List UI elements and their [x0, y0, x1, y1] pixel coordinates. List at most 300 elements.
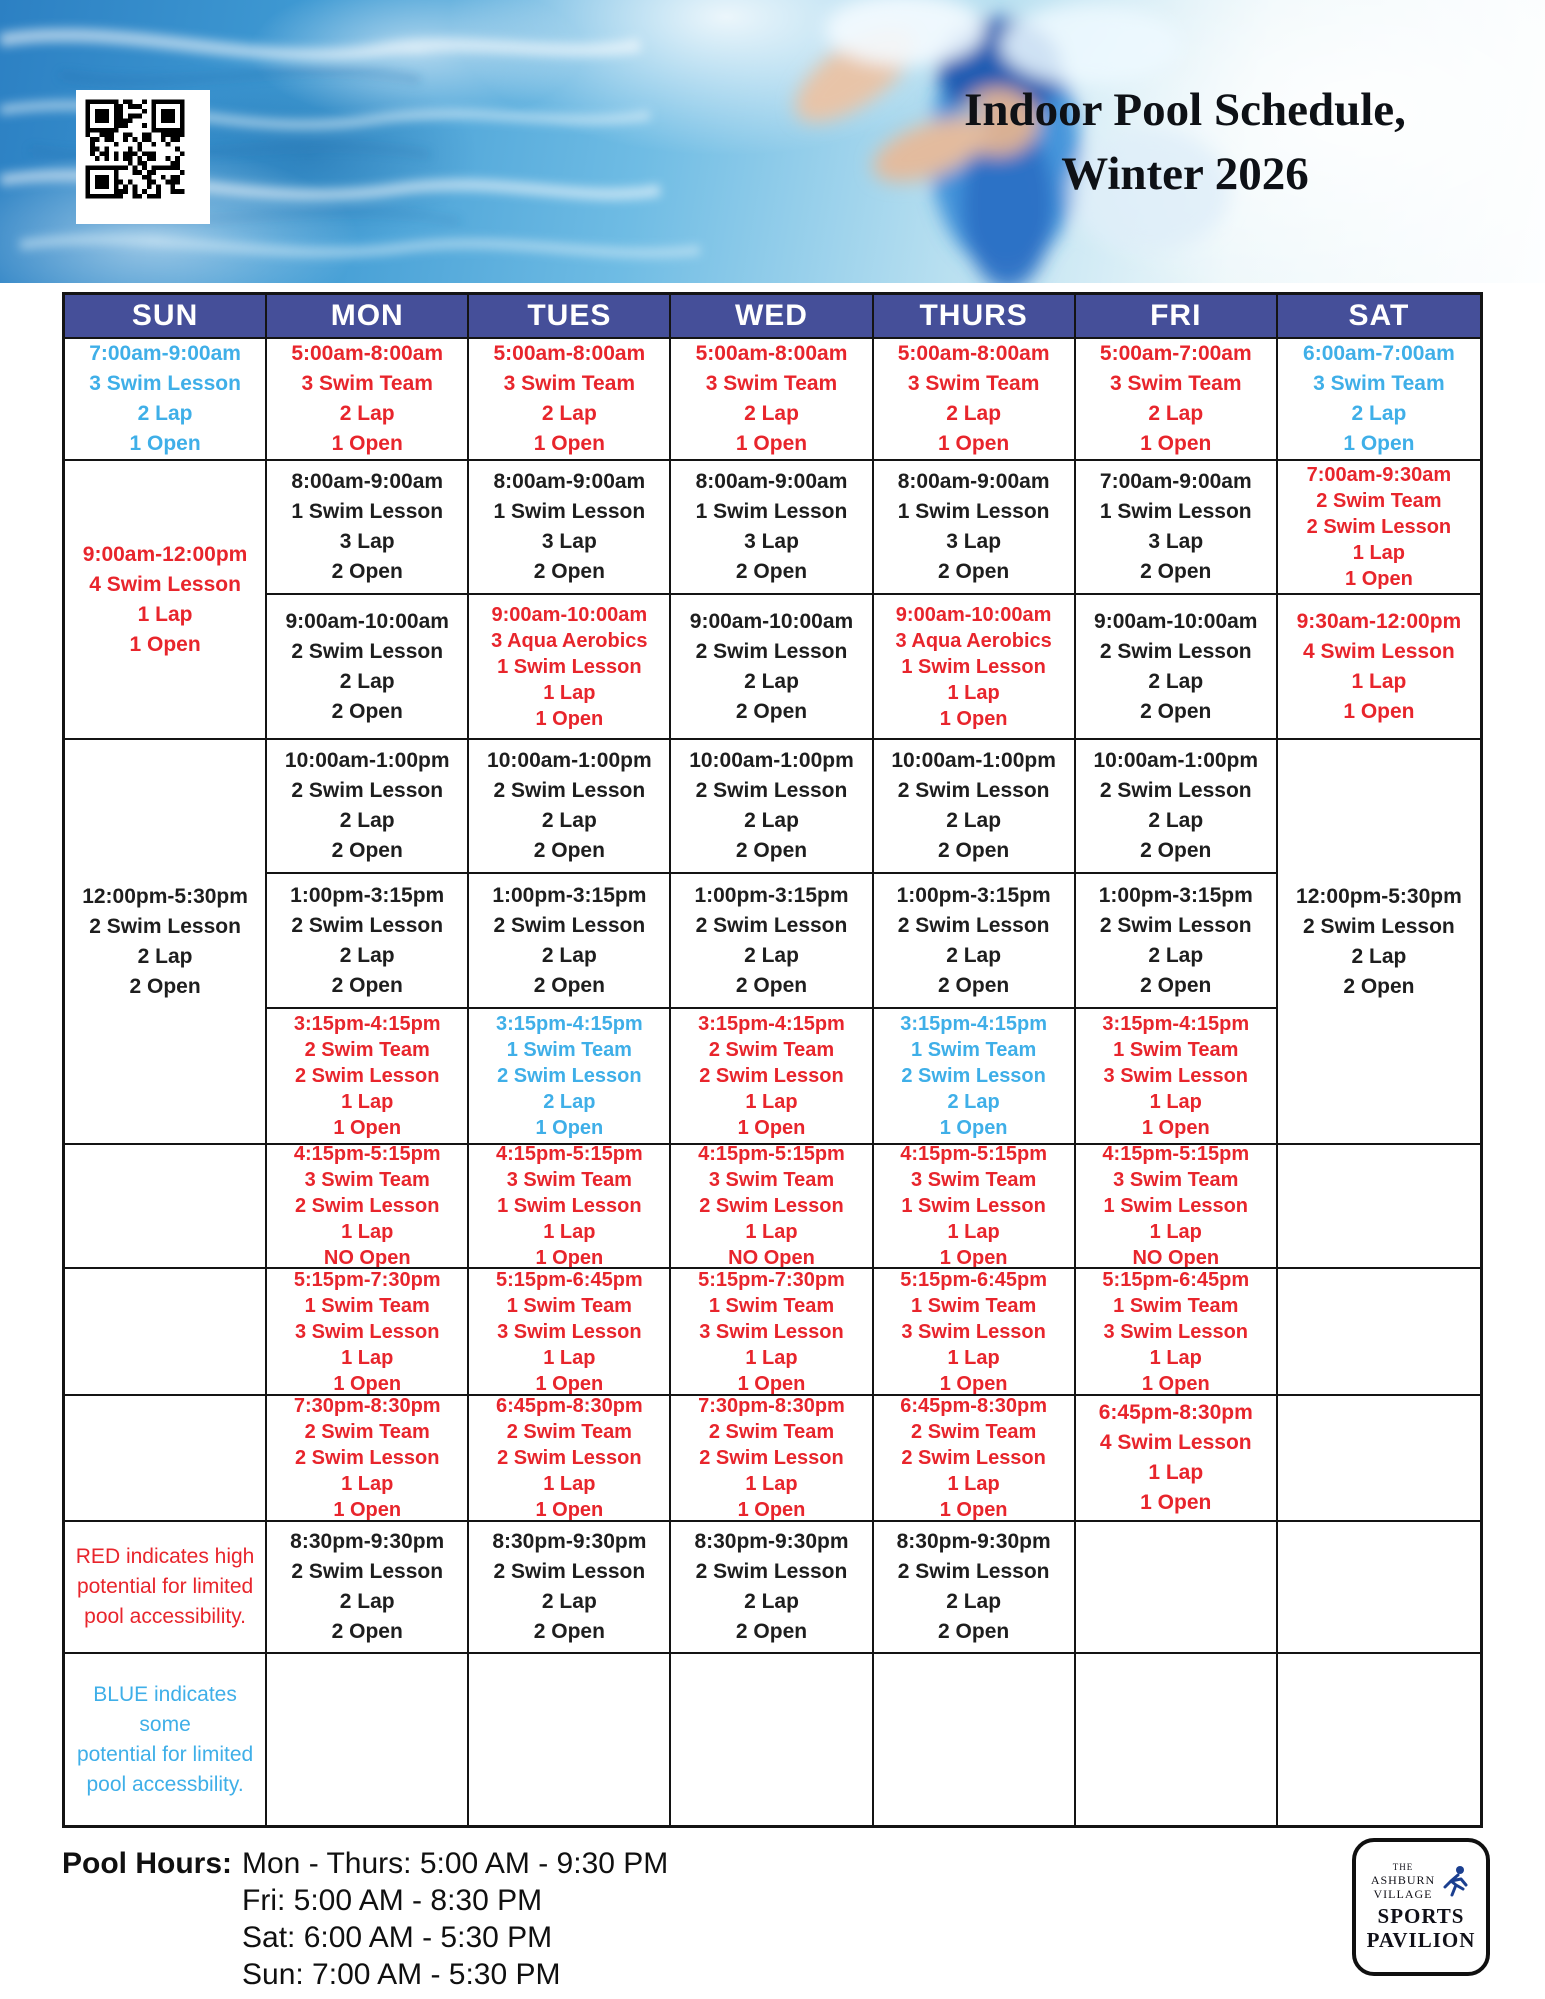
- schedule-cell: [671, 1145, 873, 1269]
- schedule-cell: [671, 740, 873, 874]
- schedule-cell: [874, 1654, 1076, 1825]
- cell-line: 2 Swim Lesson: [493, 913, 646, 937]
- logo-sports: SPORTS: [1377, 1904, 1465, 1928]
- cell-line: 1 Open: [1140, 432, 1212, 455]
- cell-line: 3 Swim Team: [1113, 1169, 1239, 1191]
- cell-line: 1 Open: [1343, 699, 1415, 723]
- schedule-cell: [469, 1009, 671, 1145]
- cell-line: 4:15pm-5:15pm: [698, 1145, 845, 1165]
- legend-cell: [65, 1654, 267, 1825]
- cell-line: 2 Open: [331, 699, 403, 723]
- cell-line: 3 Swim Lesson: [497, 1320, 642, 1343]
- schedule-cell: [267, 1522, 469, 1654]
- cell-line: 2 Swim Lesson: [897, 779, 1050, 802]
- schedule-cell: [874, 740, 1076, 874]
- cell-line: 1 Open: [938, 432, 1010, 455]
- cell-line: 5:00am-8:00am: [291, 342, 444, 365]
- cell-line: 8:00am-9:00am: [695, 470, 848, 493]
- cell-line: 6:45pm-8:30pm: [495, 1396, 643, 1417]
- schedule-cell: [1278, 1654, 1480, 1825]
- cell-line: 2 Lap: [744, 402, 799, 425]
- day-header-wed: WED: [671, 295, 873, 339]
- cell-line: 2 Open: [331, 560, 403, 583]
- cell-line: 1 Lap: [543, 1221, 596, 1243]
- cell-line: 3 Lap: [1148, 530, 1204, 553]
- cell-line: 2 Swim Lesson: [291, 779, 444, 802]
- schedule-cell: [1278, 1145, 1480, 1269]
- cell-line: 1 Open: [939, 1247, 1008, 1269]
- cell-line: 3 Lap: [339, 530, 395, 553]
- cell-line: 1 Open: [1140, 1491, 1212, 1514]
- cell-line: 6:45pm-8:30pm: [1098, 1401, 1253, 1424]
- cell-line: 2 Lap: [541, 402, 597, 425]
- cell-line: 1 Swim Lesson: [1099, 500, 1252, 523]
- cell-line: 8:30pm-9:30pm: [290, 1530, 445, 1553]
- cell-line: 1 Swim Team: [1113, 1039, 1239, 1061]
- cell-line: 3:15pm-4:15pm: [698, 1013, 845, 1035]
- cell-line: 3 Swim Team: [907, 372, 1040, 395]
- cell-line: 5:00am-8:00am: [695, 342, 848, 365]
- cell-line: 2 Open: [331, 839, 403, 862]
- schedule-cell: [1278, 1522, 1480, 1654]
- legend-cell: [65, 1522, 267, 1654]
- cell-line: 2 Swim Lesson: [294, 1195, 440, 1217]
- cell-line: potential for limited: [76, 1742, 254, 1766]
- cell-line: 2 Swim Lesson: [901, 1447, 1046, 1469]
- pool-hours-lines: [242, 1845, 668, 1993]
- schedule-cell: [874, 1522, 1076, 1654]
- cell-line: 2 Lap: [541, 1590, 597, 1613]
- schedule-cell: [469, 461, 671, 595]
- cell-line: NO Open: [728, 1247, 815, 1269]
- cell-line: 1 Swim Lesson: [497, 655, 642, 678]
- cell-line: 5:15pm-6:45pm: [495, 1269, 643, 1291]
- cell-line: 2 Swim Lesson: [695, 1560, 848, 1583]
- cell-line: 1 Open: [1343, 432, 1415, 455]
- cell-line: 3 Swim Team: [911, 1169, 1037, 1191]
- cell-line: potential for limited: [76, 1575, 254, 1598]
- cell-line: 1 Open: [939, 707, 1008, 730]
- schedule-cell: [469, 1269, 671, 1396]
- cell-line: 2 Swim Lesson: [294, 1447, 440, 1469]
- cell-line: 2 Lap: [541, 943, 597, 967]
- cell-line: 1 Lap: [947, 1221, 1000, 1243]
- schedule-cell: [671, 461, 873, 595]
- cell-line: 1 Swim Lesson: [291, 500, 444, 523]
- cell-line: 8:30pm-9:30pm: [492, 1530, 647, 1553]
- logo-pavilion: PAVILION: [1366, 1928, 1476, 1952]
- cell-line: 1 Open: [129, 632, 201, 656]
- cell-line: 7:00am-9:00am: [89, 342, 241, 365]
- title-line-1: Indoor Pool Schedule,: [964, 84, 1406, 136]
- cell-line: 2 Lap: [744, 943, 799, 967]
- cell-line: 2 Lap: [339, 1590, 395, 1613]
- cell-line: 2 Swim Lesson: [699, 1065, 844, 1087]
- cell-line: 3 Swim Team: [304, 1169, 430, 1191]
- qr-code-pattern: [76, 90, 194, 208]
- pool-hours-line: Fri: 5:00 AM - 8:30 PM: [242, 1884, 543, 1917]
- schedule-cell: [267, 1396, 469, 1522]
- cell-line: 2 Lap: [339, 669, 395, 693]
- cell-line: 2 Lap: [946, 1590, 1002, 1613]
- cell-line: 2 Swim Lesson: [493, 779, 646, 802]
- schedule-cell: [874, 1145, 1076, 1269]
- cell-line: 10:00am-1:00pm: [487, 749, 652, 772]
- cell-line: 4:15pm-5:15pm: [495, 1145, 643, 1165]
- pool-hours-line: Mon - Thurs: 5:00 AM - 9:30 PM: [242, 1847, 669, 1880]
- cell-line: 5:00am-7:00am: [1099, 342, 1252, 365]
- cell-line: 5:00am-8:00am: [493, 342, 646, 365]
- cell-line: NO Open: [1132, 1247, 1220, 1269]
- cell-line: 5:00am-8:00am: [897, 342, 1050, 365]
- schedule-cell: [267, 1145, 469, 1269]
- schedule-cell: [267, 595, 469, 740]
- cell-line: 5:15pm-7:30pm: [698, 1269, 845, 1291]
- cell-line: 7:00am-9:30am: [1306, 464, 1452, 486]
- cell-line: 3 Swim Team: [301, 372, 433, 395]
- schedule-cell: [1278, 461, 1480, 595]
- cell-line: pool accessibility.: [84, 1605, 246, 1628]
- cell-line: 9:00am-10:00am: [491, 603, 648, 626]
- cell-line: 1 Lap: [745, 1346, 798, 1369]
- schedule-cell: [65, 461, 267, 740]
- cell-line: 2 Lap: [339, 809, 395, 832]
- cell-line: 2 Open: [1140, 839, 1212, 862]
- cell-line: 2 Open: [1140, 699, 1212, 723]
- cell-line: 2 Lap: [543, 1091, 596, 1113]
- cell-line: 8:30pm-9:30pm: [694, 1530, 849, 1553]
- day-header-sat: SAT: [1278, 295, 1480, 339]
- cell-line: 2 Swim Lesson: [294, 1065, 440, 1087]
- schedule-cell: [874, 339, 1076, 461]
- cell-line: 2 Lap: [946, 943, 1002, 967]
- schedule-cell: [1076, 1396, 1278, 1522]
- cell-line: 1 Lap: [137, 602, 193, 626]
- cell-line: 1 Swim Team: [506, 1294, 632, 1317]
- cell-line: 2 Lap: [744, 669, 799, 693]
- cell-line: 2 Swim Lesson: [291, 1560, 444, 1583]
- cell-line: 1 Open: [129, 432, 201, 455]
- title-line-2: Winter 2026: [1061, 148, 1309, 200]
- cell-line: 2 Open: [735, 839, 808, 862]
- cell-line: 1 Lap: [947, 1473, 1000, 1495]
- cell-line: 5:15pm-6:45pm: [900, 1269, 1047, 1291]
- cell-line: 9:00am-10:00am: [895, 603, 1052, 626]
- schedule-cell: [671, 1269, 873, 1396]
- schedule-cell: [874, 874, 1076, 1009]
- cell-line: 3 Swim Lesson: [89, 372, 241, 395]
- cell-line: 1 Open: [1141, 1372, 1210, 1395]
- cell-line: 2 Open: [938, 839, 1010, 862]
- cell-line: 4:15pm-5:15pm: [1102, 1145, 1250, 1165]
- pool-hours-line: Sat: 6:00 AM - 5:30 PM: [242, 1921, 553, 1954]
- cell-line: 2 Lap: [744, 809, 799, 832]
- cell-line: 2 Lap: [339, 943, 395, 967]
- cell-line: 2 Lap: [744, 1590, 799, 1613]
- cell-line: 2 Open: [938, 560, 1010, 583]
- schedule-cell: [267, 740, 469, 874]
- cell-line: 1 Swim Lesson: [901, 1195, 1046, 1217]
- cell-line: 2 Lap: [1351, 402, 1407, 425]
- cell-line: 2 Swim Lesson: [1303, 914, 1455, 938]
- cell-line: 1 Swim Team: [911, 1294, 1037, 1317]
- day-header-sun: SUN: [65, 295, 267, 339]
- schedule-cell: [267, 874, 469, 1009]
- cell-line: 1 Lap: [1351, 669, 1407, 693]
- cell-line: 10:00am-1:00pm: [689, 749, 854, 772]
- cell-line: 1 Open: [331, 432, 403, 455]
- cell-line: 2 Open: [1140, 973, 1212, 997]
- cell-line: 1 Lap: [745, 1221, 798, 1243]
- cell-line: pool accessbility.: [86, 1772, 244, 1796]
- cell-line: 1 Lap: [745, 1091, 798, 1113]
- cell-line: 2 Open: [735, 560, 808, 583]
- cell-line: 3 Aqua Aerobics: [491, 629, 648, 652]
- logo-ashburn: ASHBURN: [1370, 1873, 1436, 1887]
- cell-line: 3 Swim Team: [506, 1169, 632, 1191]
- cell-line: 1:00pm-3:15pm: [290, 883, 445, 907]
- schedule-cell: [469, 1654, 671, 1825]
- cell-line: 3:15pm-4:15pm: [495, 1013, 643, 1035]
- cell-line: 2 Open: [1343, 974, 1415, 998]
- schedule-cell: [469, 1145, 671, 1269]
- schedule-cell: [65, 1269, 267, 1396]
- cell-line: RED indicates high: [75, 1545, 255, 1568]
- schedule-cell: [671, 595, 873, 740]
- cell-line: 1 Swim Team: [708, 1294, 835, 1317]
- schedule-cell: [671, 1522, 873, 1654]
- cell-line: 1 Lap: [1148, 1461, 1204, 1484]
- cell-line: 3 Swim Team: [708, 1169, 835, 1191]
- schedule-cell: [1076, 461, 1278, 595]
- cell-line: 2 Swim Lesson: [1306, 516, 1452, 538]
- cell-line: 3:15pm-4:15pm: [900, 1013, 1047, 1035]
- cell-line: 1 Swim Team: [911, 1039, 1037, 1061]
- cell-line: 1 Lap: [341, 1346, 394, 1369]
- schedule-cell: [874, 1396, 1076, 1522]
- schedule-cell: [1076, 339, 1278, 461]
- cell-line: 4 Swim Lesson: [89, 572, 241, 596]
- qr-code: [76, 90, 210, 224]
- cell-line: 2 Lap: [137, 402, 193, 425]
- schedule-cell: [65, 1145, 267, 1269]
- cell-line: 2 Open: [533, 973, 605, 997]
- cell-line: 1 Open: [1141, 1117, 1210, 1139]
- cell-line: 3 Swim Lesson: [1103, 1320, 1249, 1343]
- cell-line: 1 Swim Team: [1113, 1294, 1239, 1317]
- cell-line: 2 Lap: [1148, 669, 1204, 693]
- cell-line: 1 Open: [737, 1117, 806, 1139]
- cell-line: 1 Lap: [341, 1091, 394, 1113]
- cell-line: 9:00am-10:00am: [1094, 609, 1258, 633]
- cell-line: 1 Open: [535, 1499, 604, 1521]
- cell-line: 3 Swim Lesson: [699, 1320, 844, 1343]
- day-header-fri: FRI: [1076, 295, 1278, 339]
- cell-line: 2 Swim Team: [911, 1421, 1037, 1443]
- cell-line: 3 Swim Team: [705, 372, 838, 395]
- cell-line: 2 Lap: [541, 809, 597, 832]
- schedule-cell: [1076, 1654, 1278, 1825]
- cell-line: 2 Lap: [339, 402, 395, 425]
- cell-line: 2 Swim Team: [1316, 490, 1442, 512]
- schedule-cell: [1076, 595, 1278, 740]
- cell-line: 1 Swim Team: [506, 1039, 632, 1061]
- cell-line: 2 Swim Lesson: [497, 1447, 642, 1469]
- cell-line: 9:30am-12:00pm: [1296, 609, 1462, 633]
- runner-icon: [1441, 1865, 1471, 1899]
- cell-line: 2 Lap: [1148, 402, 1204, 425]
- cell-line: 2 Swim Lesson: [1099, 779, 1252, 802]
- schedule-cell: [1278, 1396, 1480, 1522]
- schedule-cell: [1076, 1269, 1278, 1396]
- cell-line: 9:00am-12:00pm: [82, 542, 248, 566]
- cell-line: 3 Swim Lesson: [1103, 1065, 1249, 1087]
- cell-line: 7:30pm-8:30pm: [293, 1396, 441, 1417]
- cell-line: 3:15pm-4:15pm: [293, 1013, 441, 1035]
- cell-line: 1 Swim Lesson: [497, 1195, 642, 1217]
- schedule-cell: [65, 339, 267, 461]
- cell-line: 2 Swim Lesson: [901, 1065, 1046, 1087]
- schedule-cell: [267, 1009, 469, 1145]
- cell-line: 2 Swim Lesson: [897, 1560, 1050, 1583]
- cell-line: 1 Open: [333, 1499, 402, 1521]
- cell-line: 4 Swim Lesson: [1303, 639, 1455, 663]
- cell-line: 3 Swim Team: [1110, 372, 1242, 395]
- pool-hours: [62, 1845, 668, 1993]
- cell-line: 1 Swim Lesson: [897, 500, 1050, 523]
- day-header-mon: MON: [267, 295, 469, 339]
- cell-line: 1 Open: [535, 1247, 604, 1269]
- schedule-cell: [267, 339, 469, 461]
- schedule-cell: [671, 1009, 873, 1145]
- cell-line: 9:00am-10:00am: [689, 609, 854, 633]
- cell-line: 2 Lap: [1351, 944, 1407, 968]
- schedule-cell: [469, 595, 671, 740]
- cell-line: 1 Lap: [1149, 1346, 1202, 1369]
- cell-line: 2 Swim Lesson: [497, 1065, 642, 1087]
- cell-line: 1 Lap: [947, 1346, 1000, 1369]
- cell-line: 2 Open: [331, 973, 403, 997]
- cell-line: 1 Open: [737, 1499, 806, 1521]
- cell-line: 2 Swim Lesson: [695, 913, 848, 937]
- cell-line: 2 Swim Lesson: [695, 639, 848, 663]
- cell-line: 1 Open: [735, 432, 808, 455]
- schedule-cell: [1278, 339, 1480, 461]
- cell-line: 3:15pm-4:15pm: [1102, 1013, 1250, 1035]
- schedule-cell: [1076, 740, 1278, 874]
- cell-line: NO Open: [323, 1247, 411, 1269]
- schedule-cell: [874, 595, 1076, 740]
- cell-line: 2 Lap: [946, 809, 1002, 832]
- cell-line: 3 Aqua Aerobics: [895, 629, 1052, 652]
- schedule-cell: [469, 874, 671, 1009]
- cell-line: 1 Open: [535, 1117, 604, 1139]
- schedule-cell: [469, 1522, 671, 1654]
- cell-line: 2 Open: [1140, 560, 1212, 583]
- cell-line: 1 Lap: [1352, 542, 1406, 564]
- cell-line: 1 Open: [1345, 568, 1413, 590]
- cell-line: 1 Lap: [543, 1473, 596, 1495]
- cell-line: 2 Swim Lesson: [695, 779, 848, 802]
- cell-line: 1 Open: [333, 1117, 402, 1139]
- pool-hours-label: Pool Hours:: [62, 1847, 232, 1880]
- cell-line: 10:00am-1:00pm: [284, 749, 450, 772]
- cell-line: 10:00am-1:00pm: [891, 749, 1056, 772]
- schedule-cell: [267, 1654, 469, 1825]
- cell-line: 5:15pm-7:30pm: [293, 1269, 441, 1291]
- cell-line: 1:00pm-3:15pm: [492, 883, 647, 907]
- cell-line: 1 Lap: [1149, 1221, 1202, 1243]
- schedule-cell: [1278, 740, 1480, 1145]
- cell-line: 2 Swim Lesson: [291, 913, 444, 937]
- cell-line: 1:00pm-3:15pm: [1098, 883, 1253, 907]
- cell-line: 2 Open: [533, 560, 605, 583]
- cell-line: 2 Open: [735, 973, 808, 997]
- cell-line: 2 Swim Team: [708, 1421, 835, 1443]
- logo-the: THE: [1392, 1862, 1414, 1872]
- schedule-cell: [1076, 1009, 1278, 1145]
- schedule-cell: [671, 1654, 873, 1825]
- cell-line: 3 Swim Lesson: [901, 1320, 1046, 1343]
- pool-hours-line: Sun: 7:00 AM - 5:30 PM: [242, 1958, 561, 1991]
- cell-line: 1 Open: [535, 1372, 604, 1395]
- cell-line: 6:45pm-8:30pm: [900, 1396, 1047, 1417]
- cell-line: 1 Lap: [947, 681, 1000, 704]
- cell-line: 4:15pm-5:15pm: [900, 1145, 1047, 1165]
- cell-line: 2 Open: [331, 1620, 403, 1643]
- logo-village: VILLAGE: [1373, 1887, 1433, 1901]
- cell-line: 2 Swim Lesson: [493, 1560, 646, 1583]
- cell-line: 2 Open: [938, 1620, 1010, 1643]
- cell-line: 2 Lap: [1148, 809, 1204, 832]
- cell-line: 9:00am-10:00am: [285, 609, 449, 633]
- schedule-cell: [1076, 874, 1278, 1009]
- sports-pavilion-logo: [1352, 1838, 1490, 1976]
- schedule-cell: [671, 874, 873, 1009]
- cell-line: 1 Swim Lesson: [901, 655, 1046, 678]
- cell-line: 1 Open: [533, 432, 605, 455]
- schedule-cell: [1076, 1522, 1278, 1654]
- cell-line: 1 Open: [535, 707, 604, 730]
- cell-line: 1 Lap: [1149, 1091, 1202, 1113]
- cell-line: 1 Swim Lesson: [493, 500, 646, 523]
- schedule-cell: [874, 1009, 1076, 1145]
- cell-line: BLUE indicates some: [93, 1682, 237, 1736]
- cell-line: 3 Lap: [946, 530, 1002, 553]
- cell-line: 3 Swim Team: [503, 372, 636, 395]
- schedule-cell: [671, 1396, 873, 1522]
- cell-line: 2 Open: [533, 839, 605, 862]
- cell-line: 2 Swim Lesson: [89, 914, 241, 938]
- cell-line: 2 Lap: [946, 402, 1002, 425]
- cell-line: 1 Open: [737, 1372, 806, 1395]
- schedule-cell: [469, 1396, 671, 1522]
- cell-line: 5:15pm-6:45pm: [1102, 1269, 1250, 1291]
- schedule-table: [62, 292, 1483, 1828]
- cell-line: 1:00pm-3:15pm: [896, 883, 1051, 907]
- cell-line: 3 Swim Team: [1313, 372, 1445, 395]
- cell-line: 8:00am-9:00am: [493, 470, 646, 493]
- cell-line: 3 Lap: [744, 530, 799, 553]
- schedule-cell: [267, 461, 469, 595]
- cell-line: 8:00am-9:00am: [291, 470, 444, 493]
- cell-line: 1 Swim Lesson: [1103, 1195, 1249, 1217]
- pool-photo-banner: [0, 0, 1545, 283]
- schedule-cell: [874, 1269, 1076, 1396]
- cell-line: 2 Open: [533, 1620, 605, 1643]
- cell-line: 2 Swim Lesson: [1099, 913, 1252, 937]
- cell-line: 1 Swim Lesson: [695, 500, 848, 523]
